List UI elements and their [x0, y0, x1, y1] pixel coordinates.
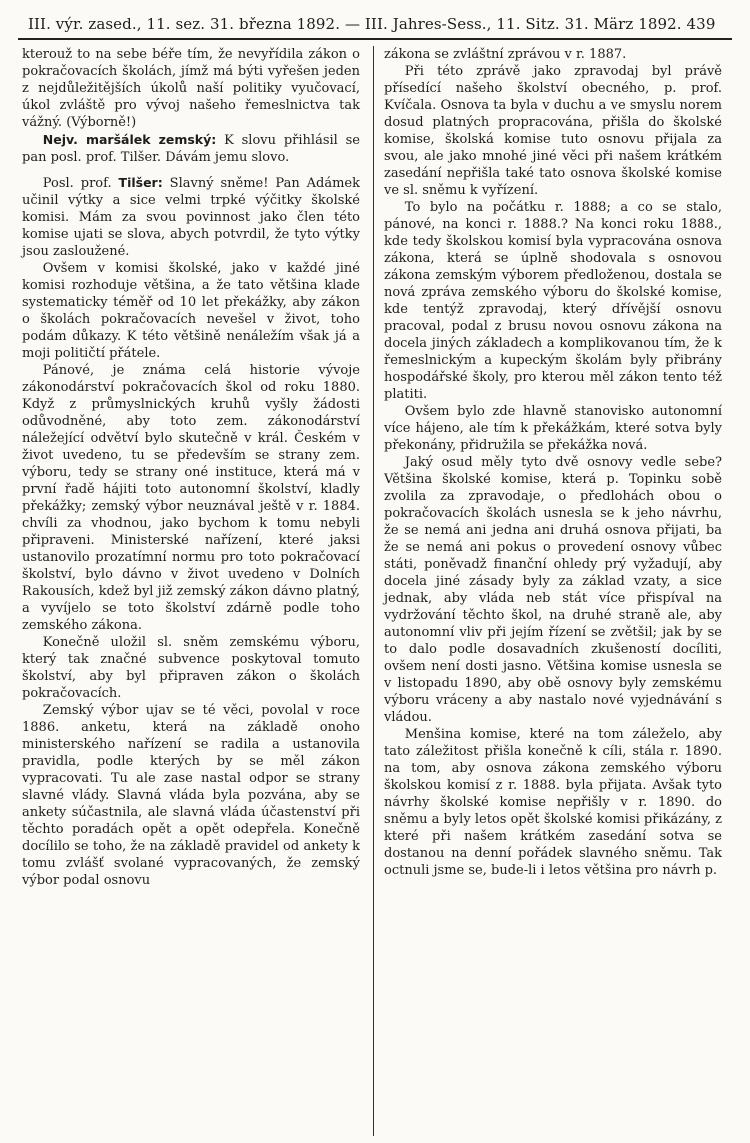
two-column-body [18, 46, 732, 1136]
paragraph: Konečně uložil sl. sněm zemskému výboru, který tak značné subvence poskytoval tomuto školství, aby byl připraven zákon o školách pokračovacích. [22, 635, 360, 701]
paragraph: Pánové, je známa celá historie vývoje zákonodárství pokračovacích škol od roku 1880. Když z průmyslnických kruhů vyšly žádosti odůvodněné, aby toto zem. zákonodárství náležející odvětví bylo skutečně v král. Českém v život uvedeno, tu se především se strany zem. výboru, tedy se strany oné instituce, která má v první řadě hájiti toto autonomní školství, kladly překážky; zemský výbor neuznával ještě v r. 1884. chvíli za vhodnou, jako bychom k tomu nebyli připraveni. Ministerské nařízení, které jaksi ustanovilo prozatímní normu pro toto pokračovací školství, bylo dávno v život uvedeno v Dolních Rakousích, kdež byl již zemský zákon dávno platný, a vyvíjelo se toto školství zdárně podle toho zemského zákona. [22, 363, 360, 633]
right-column [384, 46, 722, 879]
paragraph: Menšina komise, které na tom záleželo, aby tato záležitost přišla konečně k cíli, stála r. 1890. na tom, aby osnova zákona zemského výboru školskou komisí z r. 1888. byla přijata. Avšak tyto návrhy školské komise nepřišly v r. 1890. do sněmu a byly letos opět školské komisi přikázány, z které při našem krátkém zasedání sotva se dostanou na denní pořádek slavného sněmu. Tak octnuli jsme se, bude-li i letos většina pro návrh p. [384, 727, 722, 878]
paragraph: Při této zprávě jako zpravodaj byl právě přísedící našeho školství obecného, p. prof. Kvíčala. Osnova ta byla v duchu a ve smyslu norem dosud platných propracována, přišla do školské komise, školská komise tuto osnovu přijala za svou, ale jako mnohé jiné věci při našem krátkém zasedání nepřišla také tato osnova školské komise ve sl. sněmu k vyřízení. [384, 64, 722, 198]
paragraph: Zemský výbor ujav se té věci, povolal v roce 1886. anketu, která na základě onoho ministerského nařízení se radila a ustanovila pravidla, podle kterých by se měl zákon vypracovati. Tu ale zase nastal odpor se strany slavné vlády. Slavná vláda byla pozvána, aby se ankety súčastnila, ale slavná vláda účastenství při těchto poradách opět a opět odepřela. Konečně docílilo se toho, že na základě pravidel od ankety k tomu zvlášť svolané vypracovaných, že zemský výbor podal osnovu [22, 703, 360, 888]
paragraph: Ovšem v komisi školské, jako v každé jiné komisi rozhoduje většina, a že tato většina klade systematicky téměř od 10 let překážky, aby zákon o školách pokračovacích nevešel v život, toho podám důkazy. K této většině nenáležím však já a moji političtí přátele. [22, 261, 360, 361]
speaker-name: Nejv. maršálek zemský: [42, 132, 217, 147]
left-column [22, 46, 360, 889]
paragraph: kterouž to na sebe béře tím, že nevyřídila zákon o pokračovacích školách, jímž má býti vyřešen jeden z nejdůležitějších úkolů naší politiky vyučovací, úkol zvláště pro vývoj našeho řemeslnictva tak vážný. (Výborně!) [22, 47, 360, 130]
paragraph: Jaký osud měly tyto dvě osnovy vedle sebe? Většina školské komise, která p. Topinku sobě zvolila za zpravodaje, o předlohách obou o pokračovacích školách usnesla se k jeho návrhu, že se nemá ani jedna ani druhá osnova přijati, ba že se nemá ani pokus o provedení osnovy vůbec státi, poněvadž finanční ohledy prý vyžadují, aby docela jiné zásady byly za základ vzaty, a sice jednak, aby vláda neb stát více přispíval na vydržování těchto škol, na druhé straně ale, aby autonomní vliv při jejím řízení se zvětšil; jak by se to dalo podle dosavadních zkušeností docíliti, ovšem není dosti jasno. Většina komise usnesla se v listopadu 1890, aby obě osnovy byly zemskému výboru vráceny a aby nastalo nové vyjednávání s vládou. [384, 455, 722, 725]
speaker-prefix: Posl. prof. [42, 176, 119, 191]
paragraph [22, 131, 360, 166]
running-header: III. výr. zased., 11. sez. 31. března 1892. — III. Jahres-Sess., 11. Sitz. 31. März 1892. 439 [28, 15, 716, 33]
paragraph: zákona se zvláštní zprávou v r. 1887. [384, 47, 627, 62]
paragraph: To bylo na počátku r. 1888; a co se stalo, pánové, na konci r. 1888.? Na konci roku 1888., kde tedy školskou komisí byla vypracována osnova zákona, která se úplně shodovala s osnovou zákona zemským výborem předloženou, dostala se nová zpráva zemského výboru do školské komise, kde tentýž zpravodaj, který dřívější osnovu pracoval, podal z brusu novou osnovu zákona na docela jiných základech a komplikovanou tím, že k řemeslnickým a kupeckým školám byly přibrány hospodářské školy, pro kterou měl zákon tento též platiti. [384, 200, 722, 402]
paragraph: Ovšem bylo zde hlavně stanovisko autonomní více hájeno, ale tím k překážkám, které sotva byly překonány, přidružila se překážka nová. [384, 404, 722, 453]
speech-text: Slavný sněme! Pan Adámek učinil výtky a sice velmi trpké výčitky školské komisi. Mám za svou povinnost jako člen této komise ujati se slova, abych potvrdil, že tyto výtky jsou zasloužené. [22, 176, 361, 259]
header-rule [18, 38, 732, 40]
paragraph [22, 174, 360, 260]
speech-text: K slovu přihlásil se pan posl. prof. Tilšer. Dávám jemu slovo. [22, 133, 360, 165]
column-divider [373, 46, 374, 1136]
page [18, 14, 732, 1136]
speaker-name: Tilšer: [118, 175, 163, 190]
